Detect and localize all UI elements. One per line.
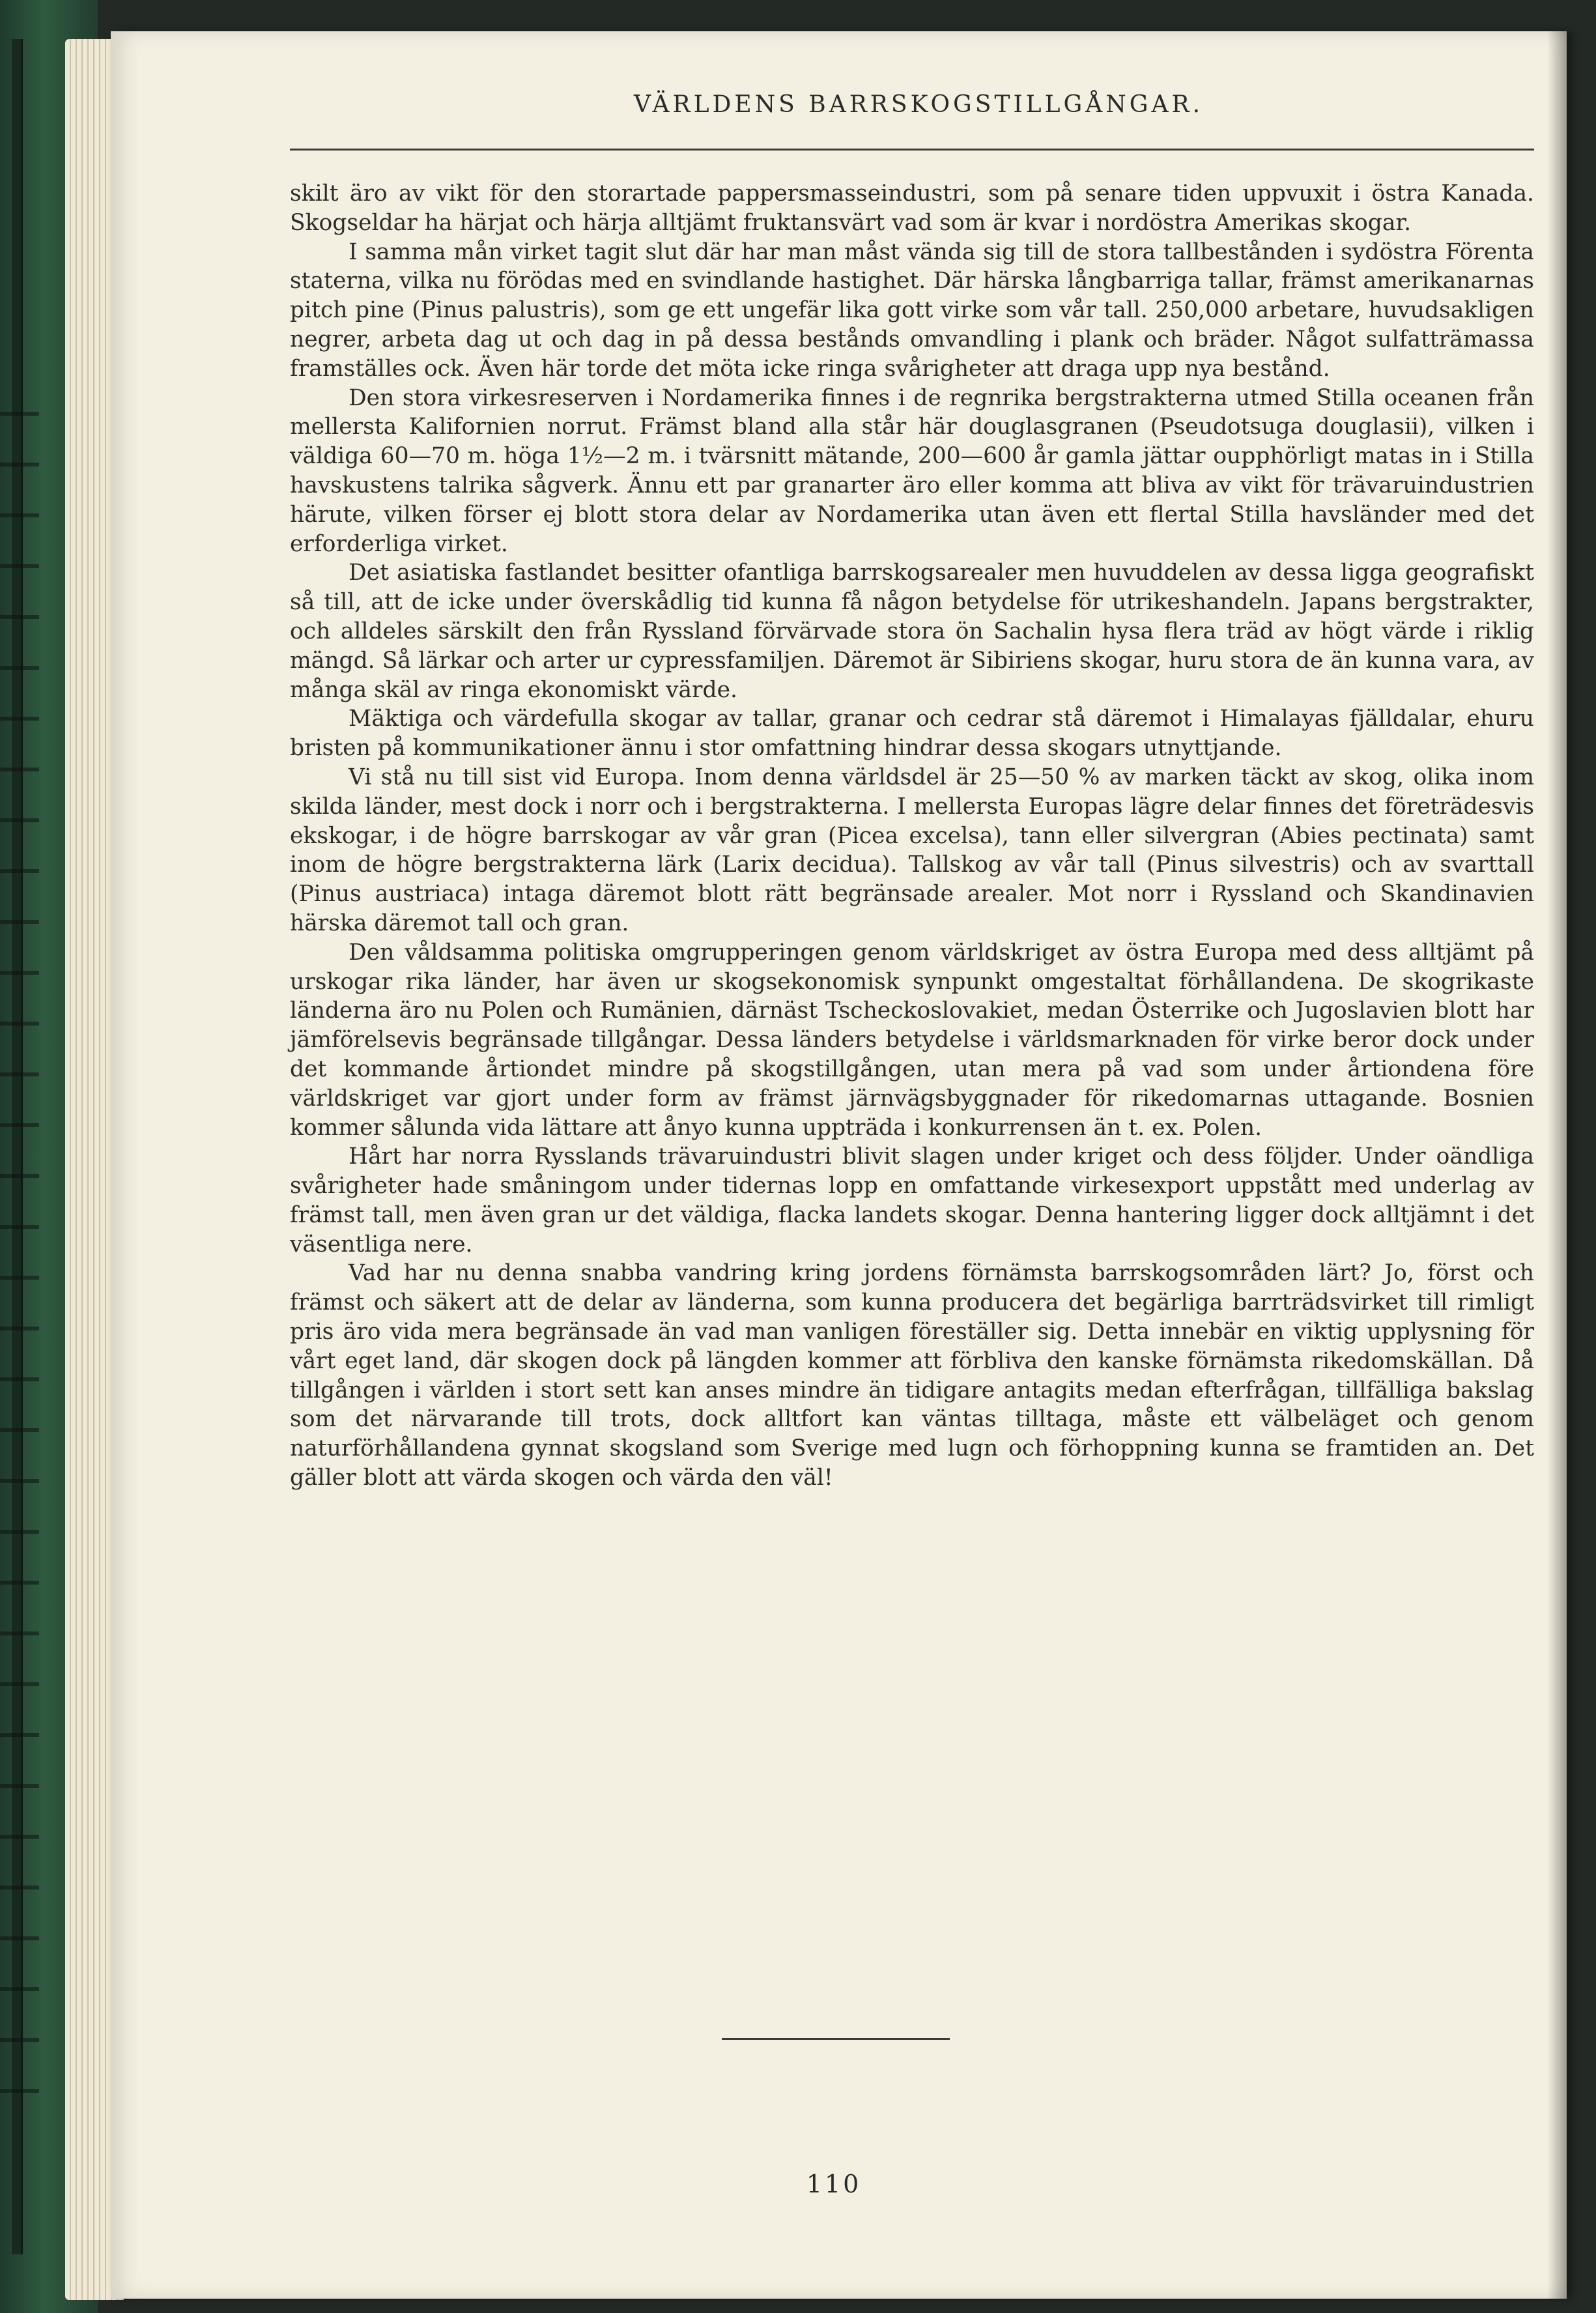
scale-ticks	[0, 365, 39, 2124]
paragraph: skilt äro av vikt för den storartade pappersmasseindustri, som på senare tiden uppvuxit i östra Kanada. Skogseldar ha härjat och härja alltjämt fruktansvärt vad som är kvar i nordöstra Amerikas skogar.	[290, 180, 1534, 236]
paragraph: Det asiatiska fastlandet besitter ofantliga barrskogsarealer men huvuddelen av dessa ligga geografiskt så till, att de icke under överskådlig tid kunna få någon betydelse för utrikeshandeln. Japans bergstrakter, och alldeles särskilt den från Ryssland förvärvade stora ön Sachalin hysa flera träd av högt värde i riklig mängd. Så lärkar och arter ur cypressfamiljen. Däremot är Sibiriens skogar, huru stora de än kunna vara, av många skäl av ringa ekonomiskt värde.	[290, 560, 1534, 703]
paragraph: I samma mån virket tagit slut där har man måst vända sig till de stora tallbestånden i sydöstra Förenta staterna, vilka nu förödas med en svindlande hastighet. Där härska långbarriga tallar, främst amerikanarnas pitch pine (Pinus palustris), som ge ett ungefär lika gott virke som vår tall. 250,000 arbetare, huvudsakligen negrer, arbeta dag ut och dag in på dessa bestånds omvandling i plank och bräder. Något sulfatträmassa framställes ock. Även här torde det möta icke ringa svårigheter att draga upp nya bestånd.	[290, 238, 1534, 382]
page-gutter-shadow	[1547, 31, 1567, 2299]
body-text	[290, 179, 1534, 1493]
paragraph: Vad har nu denna snabba vandring kring jordens förnämsta barrskogsområden lärt? Jo, först och främst och säkert att de delar av länderna, som kunna producera det begärliga barrträdsvirket till rimligt pris äro vida mera begränsade än vad man vanligen föreställer sig. Detta innebär en viktig upplysning för vårt eget land, där skogen dock på längden kommer att förbliva den kanske förnämsta rikedomskällan. Då tillgången i världen i stort sett kan anses mindre än tidigare antagits medan efterfrågan, tillfälliga bakslag som det närvarande till trots, dock alltfort kan väntas tilltaga, måste ett välbeläget och genom naturförhållandena gynnat skogsland som Sverige med lugn och förhoppning kunna se framtiden an. Det gäller blott att värda skogen och värda den väl!	[290, 1260, 1534, 1491]
page-number: 110	[806, 2170, 862, 2198]
paragraph: Den våldsamma politiska omgrupperingen genom världskriget av östra Europa med dess alltjämt på urskogar rika länder, har även ur skogsekonomisk synpunkt omgestaltat förhållandena. De skogrikaste länderna äro nu Polen och Rumänien, därnäst Tscheckoslovakiet, medan Österrike och Jugoslavien blott har jämförelsevis begränsade tillgångar. Dessa länders betydelse i världsmarknaden för virke beror dock under det kommande årtiondet mindre på skogstillgången, utan mera på vad som under årtiondena före världskriget var gjort under form av främst järnvägsbyggnader för rikedomarnas uttagande. Bosnien kommer sålunda vida lättare att ånyo kunna uppträda i konkurrensen än t. ex. Polen.	[290, 939, 1534, 1141]
paragraph: Hårt har norra Rysslands trävaruindustri blivit slagen under kriget och dess följder. Under oändliga svårigheter hade småningom under tidernas lopp en omfattande virkesexport uppstått med underlag av främst tall, men även gran ur det väldiga, flacka landets skogar. Denna hantering ligger dock alltjämnt i det väsentliga nere.	[290, 1143, 1534, 1257]
paragraph: Mäktiga och värdefulla skogar av tallar, granar och cedrar stå däremot i Himalayas fjälldalar, ehuru bristen på kommunikationer ännu i stor omfattning hindrar dessa skogars utnyttjande.	[290, 706, 1534, 762]
header-rule	[290, 149, 1534, 151]
running-header: VÄRLDENS BARRSKOGSTILLGÅNGAR.	[633, 91, 1204, 118]
section-end-rule	[722, 2038, 950, 2040]
paragraph: Den stora virkesreserven i Nordamerika finnes i de regnrika bergstrakterna utmed Stilla oceanen från mellersta Kalifornien norrut. Främst bland alla står här douglasgranen (Pseudotsuga douglasii), vilken i väldiga 60—70 m. höga 1½—2 m. i tvärsnitt mätande, 200—600 år gamla jättar oupphörligt matas in i Stilla havskustens talrika sågverk. Ännu ett par granarter äro eller komma att bliva av vikt för trävaruindustrien härute, vilken förser ej blott stora delar av Nordamerika utan även ett flertal Stilla havsländer med det erforderliga virket.	[290, 384, 1534, 557]
paragraph: Vi stå nu till sist vid Europa. Inom denna världsdel är 25—50 % av marken täckt av skog, olika inom skilda länder, mest dock i norr och i bergstrakterna. I mellersta Europas lägre delar finnes det företrädesvis ekskogar, i de högre barrskogar av vår gran (Picea excelsa), tann eller silvergran (Abies pectinata) samt inom de högre bergstrakterna lärk (Larix decidua). Tallskog av vår tall (Pinus silvestris) och av svarttall (Pinus austriaca) intaga däremot blott rätt begränsade arealer. Mot norr i Ryssland och Skandinavien härska däremot tall och gran.	[290, 764, 1534, 936]
